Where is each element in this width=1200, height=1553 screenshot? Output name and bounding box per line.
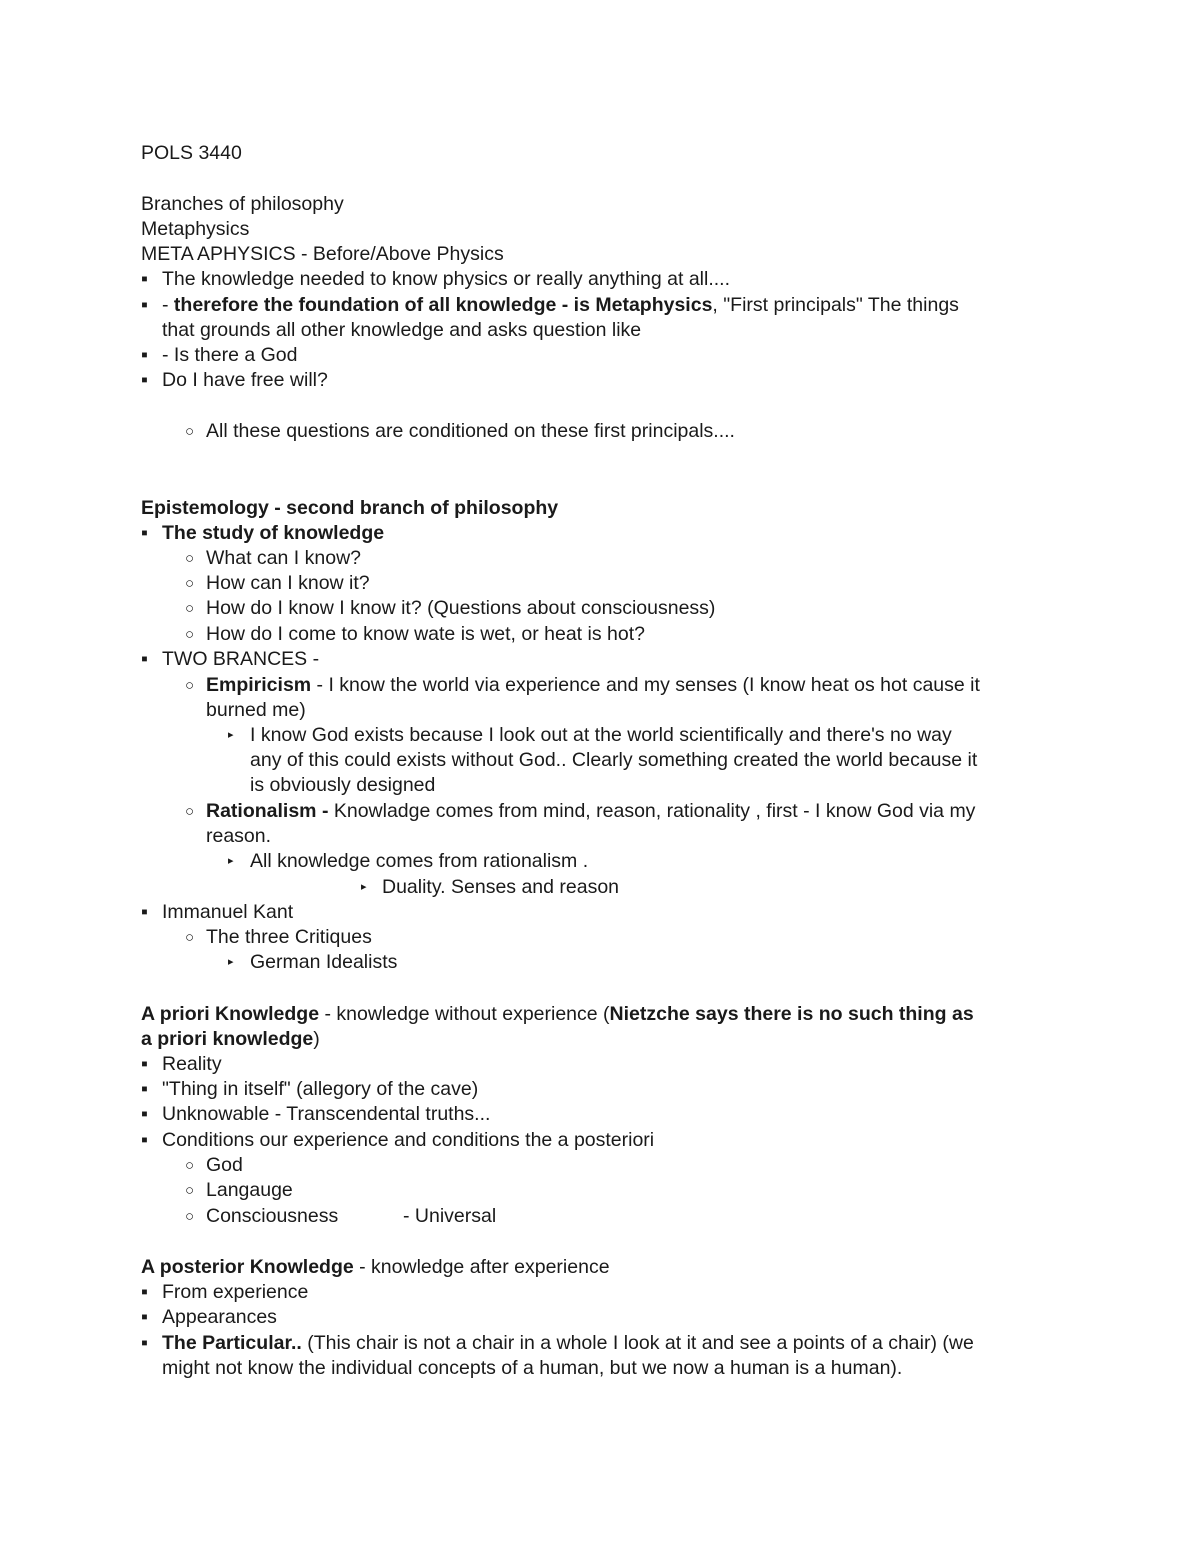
- bullet-icon: ▪: [141, 1332, 148, 1354]
- circle-bullet-icon: ○: [185, 1157, 195, 1174]
- arrow-bullet-icon: ▸: [228, 956, 234, 968]
- bullet-icon: ▪: [141, 1053, 148, 1075]
- bullet-icon: ▪: [141, 1129, 148, 1151]
- circle-bullet-icon: ○: [185, 626, 195, 643]
- list-item-continuation: any of this could exists without God.. Clearly something created the world because it: [250, 749, 978, 771]
- a-posterior-heading: A posterior Knowledge - knowledge after experience: [141, 1256, 610, 1278]
- circle-bullet-icon: ○: [185, 1208, 195, 1225]
- circle-bullet-icon: ○: [185, 1182, 195, 1199]
- bullet-icon: ▪: [141, 1103, 148, 1125]
- bullet-icon: ▪: [141, 901, 148, 923]
- list-item-continuation: that grounds all other knowledge and asks question like: [162, 319, 642, 341]
- universal-label: - Universal: [403, 1205, 497, 1227]
- list-item-continuation: might not know the individual concepts of a human, but we now a human is a human).: [162, 1357, 903, 1379]
- bullet-icon: ▪: [141, 1281, 148, 1303]
- course-code: POLS 3440: [141, 142, 242, 164]
- branches-heading: Branches of philosophy: [141, 193, 344, 215]
- bullet-icon: ▪: [141, 369, 148, 391]
- circle-bullet-icon: ○: [185, 803, 195, 820]
- metaphysics-definition: META APHYSICS - Before/Above Physics: [141, 243, 504, 265]
- list-item-continuation: is obviously designed: [250, 774, 436, 796]
- arrow-bullet-icon: ▸: [228, 855, 234, 867]
- bullet-icon: ▪: [141, 648, 148, 670]
- list-item-continuation: burned me): [206, 699, 306, 721]
- circle-bullet-icon: ○: [185, 677, 195, 694]
- arrow-bullet-icon: ▸: [361, 881, 367, 893]
- arrow-bullet-icon: ▸: [228, 729, 234, 741]
- circle-bullet-icon: ○: [185, 423, 195, 440]
- bullet-icon: ▪: [141, 1306, 148, 1328]
- a-priori-heading-continuation: a priori knowledge): [141, 1028, 320, 1050]
- circle-bullet-icon: ○: [185, 575, 195, 592]
- circle-bullet-icon: ○: [185, 929, 195, 946]
- bullet-icon: ▪: [141, 1078, 148, 1100]
- metaphysics-label: Metaphysics: [141, 218, 250, 240]
- bullet-icon: ▪: [141, 344, 148, 366]
- bullet-icon: ▪: [141, 294, 148, 316]
- bullet-icon: ▪: [141, 268, 148, 290]
- bullet-icon: ▪: [141, 522, 148, 544]
- epistemology-heading: Epistemology - second branch of philosophy: [141, 497, 559, 519]
- circle-bullet-icon: ○: [185, 550, 195, 567]
- list-item-continuation: reason.: [206, 825, 272, 847]
- a-priori-heading: A priori Knowledge - knowledge without experience (Nietzche says there is no such thing as: [141, 1003, 974, 1025]
- circle-bullet-icon: ○: [185, 600, 195, 617]
